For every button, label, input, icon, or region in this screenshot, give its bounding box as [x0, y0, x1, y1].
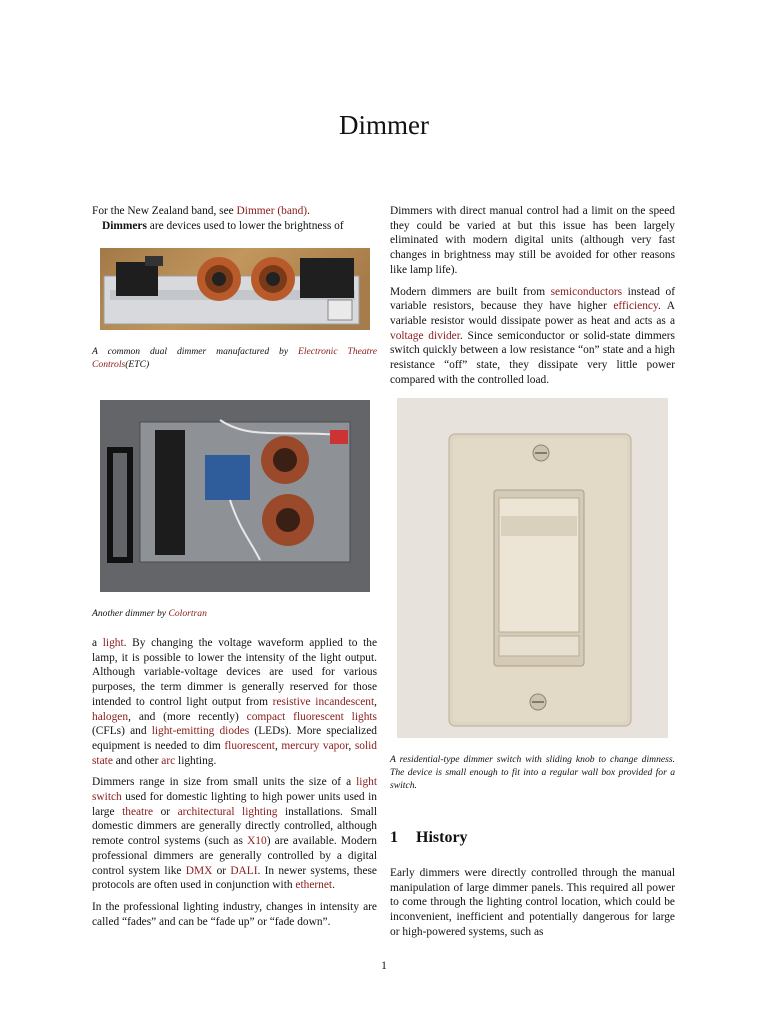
link-fluorescent[interactable]: fluorescent	[224, 739, 275, 752]
link-ethernet[interactable]: ethernet	[295, 879, 333, 892]
page-number: 1	[381, 960, 387, 972]
colortran-dimmer-photo	[100, 400, 370, 592]
link-voltage-divider[interactable]: voltage divider	[390, 329, 460, 342]
link-dmx[interactable]: DMX	[185, 864, 213, 877]
paragraph-fades: In the professional lighting industry, changes in intensity are called “fades” and can be “fade up” or “fade down”.	[92, 900, 377, 928]
link-dali[interactable]: DALI	[230, 864, 258, 877]
right-column-top	[390, 204, 675, 387]
figure-dual-dimmer	[100, 248, 370, 330]
link-theatre[interactable]: theatre	[122, 805, 154, 818]
paragraph-range: Dimmers range in size from small units the size of a light switch used for domestic lighting to high power units used in large theatre or architectural lighting installations. Small domestic dimmers are generally directly controlled, although remote control systems (such as X10) are available. Modern professional dimmers are generally controlled by a digital control system like DMX or DALI. In newer systems, these protocols are often used in conjunction with ethernet.	[92, 776, 377, 892]
link-halogen[interactable]: halogen	[92, 710, 129, 723]
paragraph-semiconductors: Modern dimmers are built from semiconductors instead of variable resistors, because they have higher efficiency. A variable resistor would dissipate power as heat and acts as a voltage divider. Since semiconductor or solid-state dimmers switch quickly between a low resistance “on” state and a high resistance “off” state, they dissipate very little power compared with the controlled load.	[390, 285, 675, 386]
link-colortran[interactable]: Colortran	[168, 608, 207, 619]
link-x10[interactable]: X10	[247, 835, 267, 848]
paragraph-light: a light. By changing the voltage waveform applied to the lamp, it is possible to lower the intensity of the light output. Although variable-voltage devices are used for various purposes, the term dimmer is generally reserved for those intended to control light output from resistive incandescent, halogen, and (more recently) compact fluorescent lights (CFLs) and light-emitting diodes (LEDs). More specialized equipment is needed to dim fluorescent, mercury vapor, solid state and other arc lighting.	[92, 637, 377, 767]
link-solid-state[interactable]: solid state	[92, 739, 377, 767]
history-text: Early dimmers were directly controlled through the manual manipulation of large dimmer panels. This required all power to come through the lighting control location, which could be inconvenient, inefficient and potentially dangerous for large or high-powered systems, such as	[390, 867, 675, 938]
link-dimmer-band[interactable]: Dimmer (band)	[236, 205, 308, 217]
link-light[interactable]: light	[102, 637, 124, 649]
section-heading-history: 1 History	[390, 829, 468, 846]
link-efficiency[interactable]: efficiency	[613, 300, 658, 313]
link-compact-fluorescent[interactable]: compact fluorescent lights	[246, 710, 377, 723]
wall-dimmer-photo	[397, 398, 668, 738]
lead-sentence: Dimmers are devices used to lower the brightness of	[102, 219, 344, 232]
dual-dimmer-photo	[100, 248, 370, 330]
link-etc[interactable]: Electronic Theatre Controls	[92, 346, 377, 370]
figure-dual-dimmer-caption: A common dual dimmer manufactured by Electronic Theatre Controls(ETC)	[92, 346, 377, 370]
link-resistive-incandescent[interactable]: resistive incandescent	[272, 695, 375, 708]
left-column-bottom	[92, 636, 377, 929]
link-mercury-vapor[interactable]: mercury vapor	[281, 739, 349, 752]
paragraph-manual-control: Dimmers with direct manual control had a limit on the speed they could be varied at but this issue has been largely eliminated with modern digital units (although very fast changes in brightness may still be avoided for other reasons like lamp life).	[390, 205, 675, 276]
link-light-switch[interactable]: light switch	[92, 776, 377, 804]
figure-wall-dimmer-caption: A residential-type dimmer switch with sliding knob to change dimness. The device is small enough to fit into a regular wall box provided for a switch.	[390, 754, 675, 791]
link-architectural-lighting[interactable]: architectural lighting	[177, 805, 278, 818]
figure-colortran-dimmer	[100, 400, 370, 592]
hatnote: For the New Zealand band, see Dimmer (band).	[92, 205, 310, 217]
figure-colortran-caption: Another dimmer by Colortran	[92, 608, 207, 619]
left-column-top	[92, 204, 377, 233]
page-title: Dimmer	[339, 110, 429, 140]
link-semiconductors[interactable]: semiconductors	[550, 285, 623, 298]
link-led[interactable]: light-emitting diodes	[151, 725, 250, 738]
figure-wall-dimmer	[397, 398, 668, 738]
link-arc[interactable]: arc	[161, 754, 176, 767]
